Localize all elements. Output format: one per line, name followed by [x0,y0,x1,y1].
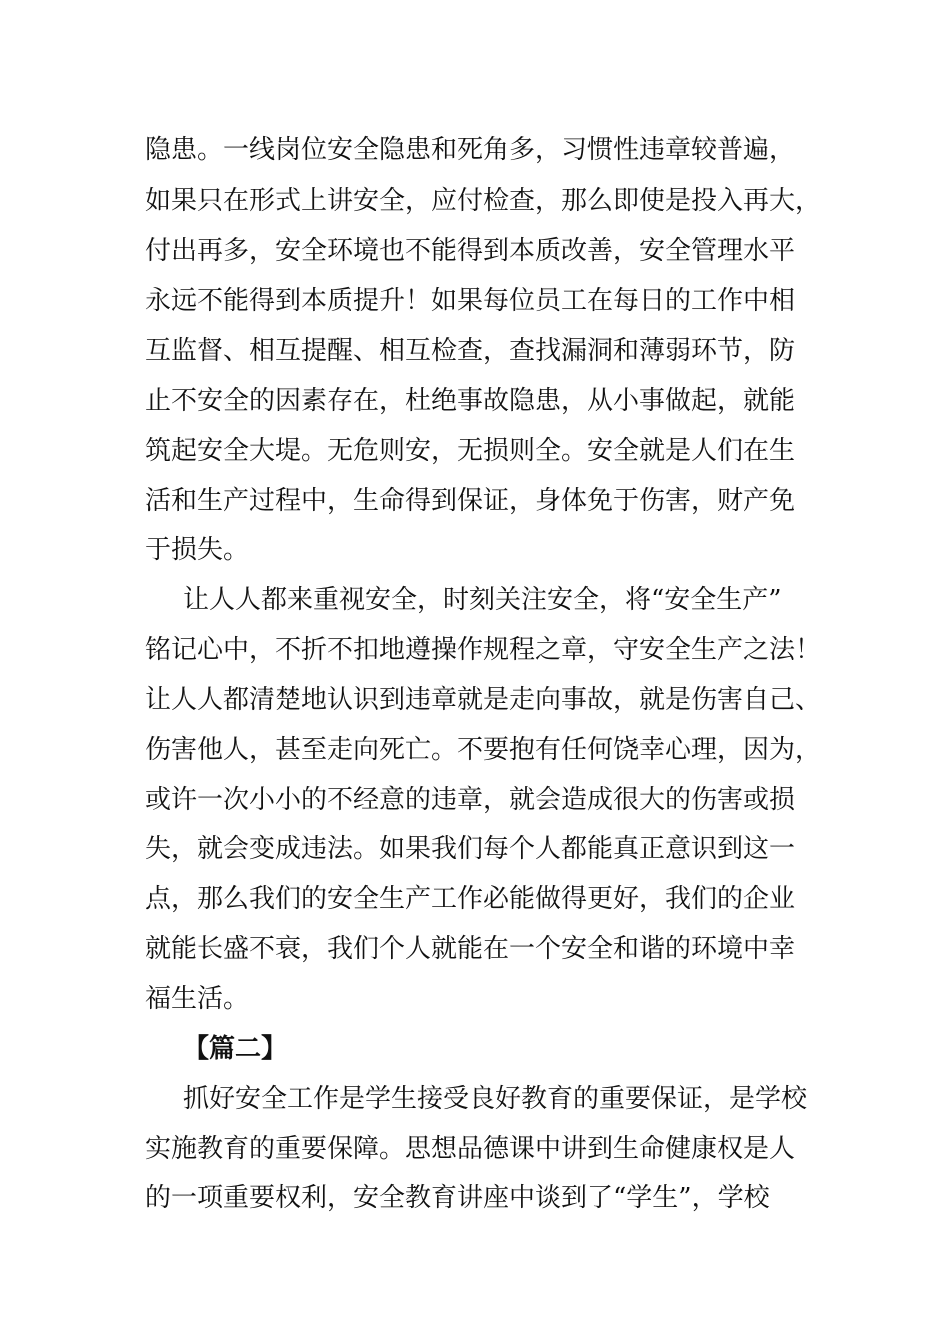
text-line: 失，就会变成违法。如果我们每个人都能真正意识到这一 [145,834,796,864]
text-line: 抓好安全工作是学生接受良好教育的重要保证，是学校 [183,1084,808,1114]
text-line: 伤害他人，甚至走向死亡。不要抱有任何饶幸心理，因为， [145,735,822,765]
section-heading: 【篇二】 [183,1034,288,1064]
text-line: 让人人都来重视安全，时刻关注安全，将“安全生产” [183,585,782,615]
text-line: 福生活。 [145,984,250,1014]
text-line: 就能长盛不衰，我们个人就能在一个安全和谐的环境中幸 [145,934,796,964]
text-line: 铭记心中，不折不扣地遵操作规程之章，守安全生产之法！ [145,635,822,665]
text-line: 的一项重要权利，安全教育讲座中谈到了“学生”，学校 [145,1183,770,1213]
text-line: 让人人都清楚地认识到违章就是走向事故，就是伤害自己、 [145,685,822,715]
text-line: 互监督、相互提醒、相互检查，查找漏洞和薄弱环节，防 [145,336,796,366]
text-line: 筑起安全大堤。无危则安，无损则全。安全就是人们在生 [145,436,796,466]
text-line: 止不安全的因素存在，杜绝事故隐患，从小事做起，就能 [145,386,796,416]
text-line: 点，那么我们的安全生产工作必能做得更好，我们的企业 [145,884,796,914]
text-line: 或许一次小小的不经意的违章，就会造成很大的伤害或损 [145,785,796,815]
text-line: 于损失。 [145,535,250,565]
text-line: 如果只在形式上讲安全，应付检查，那么即使是投入再大， [145,186,822,216]
text-line: 实施教育的重要保障。思想品德课中讲到生命健康权是人 [145,1134,796,1164]
text-line: 永远不能得到本质提升！如果每位员工在每日的工作中相 [145,286,796,316]
text-line: 活和生产过程中，生命得到保证，身体免于伤害，财产免 [145,486,796,516]
text-line: 隐患。一线岗位安全隐患和死角多，习惯性违章较普遍， [145,135,796,165]
text-line: 付出再多，安全环境也不能得到本质改善，安全管理水平 [145,236,796,266]
